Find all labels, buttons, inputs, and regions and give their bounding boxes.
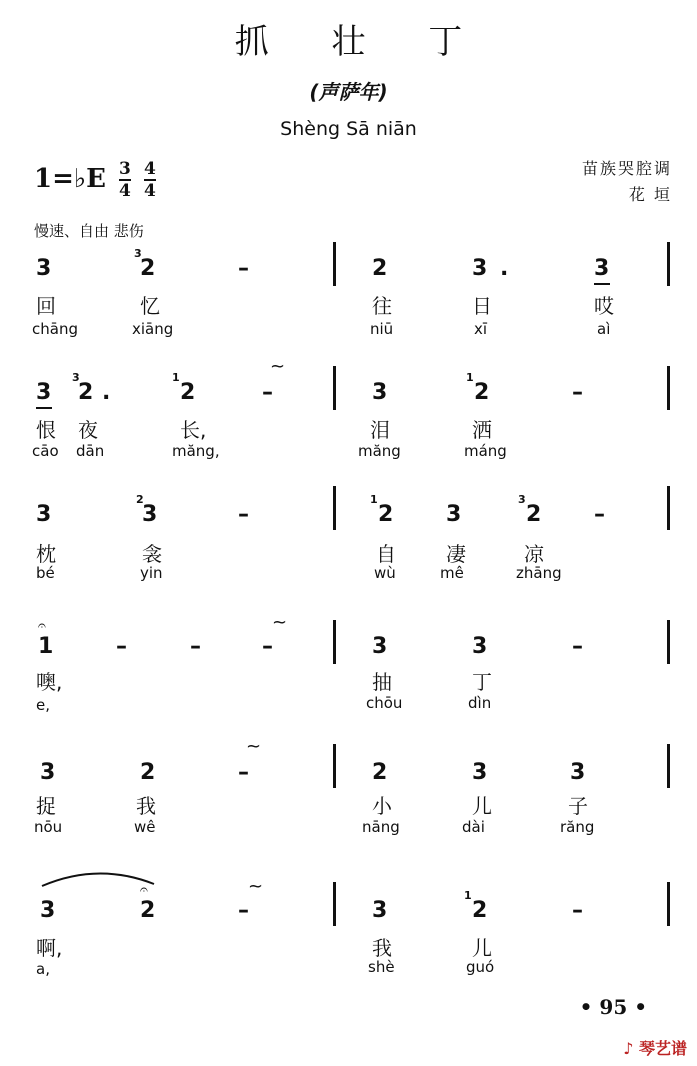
note: – bbox=[238, 760, 249, 785]
note: 2 bbox=[372, 256, 388, 281]
underline bbox=[594, 283, 610, 285]
grace-note: 1 bbox=[172, 371, 180, 384]
pinyin: wù bbox=[374, 564, 396, 582]
song-subtitle: (声萨年) bbox=[309, 80, 388, 104]
note: 3 bbox=[472, 256, 488, 281]
pinyin: măng, bbox=[172, 442, 220, 460]
grace-note: 3 bbox=[518, 493, 526, 506]
pinyin: cāo bbox=[32, 442, 59, 460]
note: – bbox=[238, 502, 249, 527]
pinyin: niū bbox=[370, 320, 394, 338]
song-title: 抓 壮 丁 bbox=[234, 22, 489, 62]
pinyin: guó bbox=[466, 958, 495, 976]
note: 3 bbox=[446, 502, 462, 527]
note: 3 bbox=[40, 898, 56, 923]
pinyin: shè bbox=[368, 958, 395, 976]
lyric: 忆 bbox=[140, 294, 160, 318]
pinyin-title: Shèng Sā niān bbox=[280, 118, 417, 140]
barline bbox=[333, 620, 336, 664]
note: 3 bbox=[472, 760, 488, 785]
breath-mark: ~ bbox=[272, 612, 288, 633]
note: – bbox=[238, 256, 249, 281]
pinyin: nōu bbox=[34, 818, 63, 836]
key-signature: 1=♭E bbox=[34, 164, 106, 194]
lyric: 小 bbox=[372, 794, 392, 818]
pinyin: bé bbox=[36, 564, 55, 582]
pinyin: zhāng bbox=[516, 564, 562, 582]
note: 3 bbox=[36, 256, 52, 281]
lyric: 我 bbox=[136, 794, 156, 818]
note: 3 bbox=[36, 502, 52, 527]
lyric: 回 bbox=[36, 294, 56, 318]
note: – bbox=[262, 380, 273, 405]
note: – bbox=[238, 898, 249, 923]
note: – bbox=[594, 502, 605, 527]
note: 2 bbox=[472, 898, 488, 923]
grace-note: 3 bbox=[134, 247, 142, 260]
lyric: 儿 bbox=[472, 794, 492, 818]
pinyin: dān bbox=[76, 442, 105, 460]
pinyin: xī bbox=[474, 320, 488, 338]
note: 2 bbox=[78, 380, 94, 405]
note: 2 bbox=[140, 256, 156, 281]
grace-note: 1 bbox=[466, 371, 474, 384]
note: – bbox=[572, 898, 583, 923]
lyric: 子 bbox=[568, 794, 588, 818]
barline bbox=[333, 366, 336, 410]
source-origin: 苗族哭腔调 bbox=[581, 159, 672, 178]
time-signature-2: $\frac{4}{4}$ bbox=[143, 159, 156, 201]
lyric: 衾 bbox=[142, 542, 162, 566]
pinyin: chāng bbox=[32, 320, 78, 338]
pinyin: aì bbox=[597, 320, 611, 338]
note: . bbox=[102, 380, 111, 405]
lyric: 枕 bbox=[36, 542, 56, 566]
lyric: 儿 bbox=[472, 936, 492, 960]
barline bbox=[333, 882, 336, 926]
lyric: 夜 bbox=[78, 418, 98, 442]
note: 2 bbox=[526, 502, 542, 527]
lyric: 长, bbox=[180, 418, 207, 442]
note: 2 bbox=[474, 380, 490, 405]
barline bbox=[667, 882, 670, 926]
time-signature-1: $\frac{3}{4}$ bbox=[119, 159, 131, 201]
lyric: 恨 bbox=[36, 418, 56, 442]
tempo-marking: 慢速、自由 悲伤 bbox=[34, 222, 144, 240]
note: 3 bbox=[372, 898, 388, 923]
lyric: 往 bbox=[372, 294, 392, 318]
fermata-icon: 𝄐 bbox=[38, 618, 46, 634]
source-region: 花 垣 bbox=[628, 185, 672, 204]
lyric: 抽 bbox=[372, 670, 392, 694]
barline bbox=[667, 486, 670, 530]
barline bbox=[667, 242, 670, 286]
watermark-icon: ♪ bbox=[623, 1039, 634, 1058]
barline bbox=[333, 242, 336, 286]
lyric: 凉 bbox=[524, 542, 544, 566]
note: 2 bbox=[180, 380, 196, 405]
barline bbox=[667, 620, 670, 664]
note: 3 bbox=[472, 634, 488, 659]
page-number: • 95 • bbox=[579, 995, 647, 1019]
note: 2 bbox=[140, 898, 156, 923]
pinyin: măng bbox=[358, 442, 401, 460]
pinyin: a, bbox=[36, 960, 50, 978]
pinyin: e, bbox=[36, 696, 50, 714]
note: 2 bbox=[378, 502, 394, 527]
watermark-logo bbox=[623, 1036, 687, 1059]
pinyin: yin bbox=[140, 564, 163, 582]
note: 3 bbox=[594, 256, 610, 281]
barline bbox=[333, 744, 336, 788]
watermark-text: 琴艺谱 bbox=[638, 1039, 687, 1058]
pinyin: răng bbox=[560, 818, 595, 836]
note: 3 bbox=[570, 760, 586, 785]
pinyin: máng bbox=[464, 442, 507, 460]
note: 2 bbox=[372, 760, 388, 785]
pinyin: dài bbox=[462, 818, 485, 836]
lyric: 噢, bbox=[36, 670, 63, 694]
grace-note: 1 bbox=[370, 493, 378, 506]
note: 3 bbox=[372, 634, 388, 659]
note: – bbox=[572, 634, 583, 659]
pinyin: chōu bbox=[366, 694, 403, 712]
lyric: 凄 bbox=[446, 542, 466, 566]
lyric: 丁 bbox=[472, 670, 492, 694]
underline bbox=[36, 407, 52, 409]
pinyin: wê bbox=[134, 818, 156, 836]
breath-mark: ~ bbox=[270, 356, 286, 377]
note: – bbox=[116, 634, 127, 659]
breath-mark: ~ bbox=[246, 736, 262, 757]
pinyin: mê bbox=[440, 564, 464, 582]
note: – bbox=[190, 634, 201, 659]
note: 3 bbox=[372, 380, 388, 405]
pinyin: dìn bbox=[468, 694, 492, 712]
lyric: 自 bbox=[376, 542, 396, 566]
note: 3 bbox=[142, 502, 158, 527]
lyric: 哎 bbox=[594, 294, 614, 318]
breath-mark: ~ bbox=[248, 876, 264, 897]
key-signature-block bbox=[34, 160, 156, 200]
lyric: 洒 bbox=[472, 418, 492, 442]
lyric: 日 bbox=[472, 294, 492, 318]
lyric: 泪 bbox=[370, 418, 390, 442]
barline bbox=[667, 366, 670, 410]
pinyin: xiāng bbox=[132, 320, 174, 338]
note: – bbox=[262, 634, 273, 659]
note: 3 bbox=[36, 380, 52, 405]
grace-note: 1 bbox=[464, 889, 472, 902]
note: . bbox=[500, 256, 509, 281]
lyric: 我 bbox=[372, 936, 392, 960]
lyric: 啊, bbox=[36, 936, 63, 960]
pinyin: nāng bbox=[362, 818, 400, 836]
lyric: 捉 bbox=[36, 794, 56, 818]
note: 1 bbox=[38, 634, 54, 659]
note: – bbox=[572, 380, 583, 405]
note: 3 bbox=[40, 760, 56, 785]
grace-note: 2 bbox=[136, 493, 144, 506]
note: 2 bbox=[140, 760, 156, 785]
barline bbox=[333, 486, 336, 530]
barline bbox=[667, 744, 670, 788]
fermata-icon: 𝄐 bbox=[140, 882, 148, 898]
grace-note: 3 bbox=[72, 371, 80, 384]
